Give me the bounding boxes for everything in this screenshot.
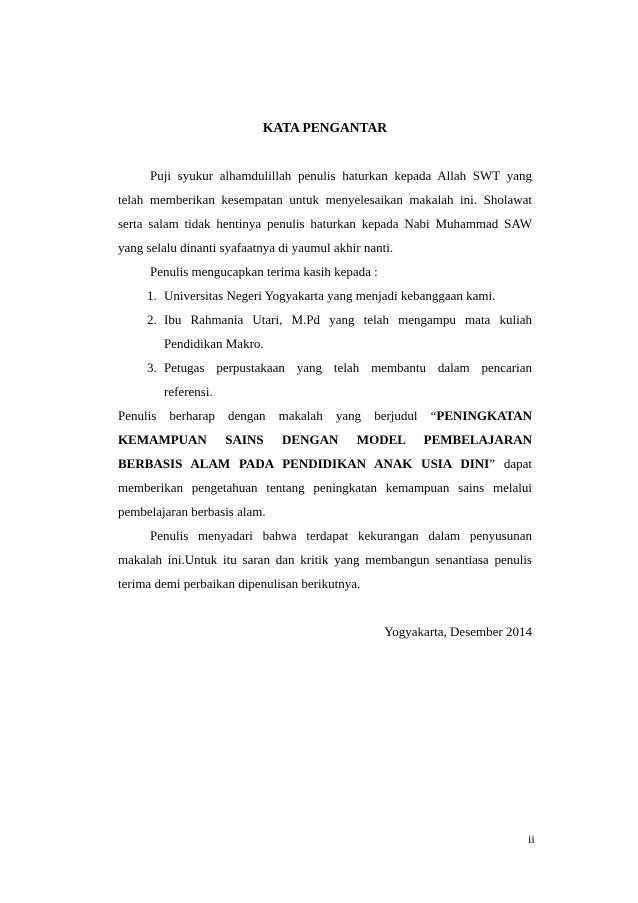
paragraph-thanks-intro: Penulis mengucapkan terima kasih kepada : (150, 264, 378, 279)
paragraph-closing: Penulis menyadari bahwa terdapat kekurangan dalam penyusunan makalah ini.Untuk itu saran dan kritik yang membangun senantiasa penulis terima demi perbaikan dipenulisan berikutnya. (118, 528, 532, 591)
list-item: 1. Universitas Negeri Yogyakarta yang menjadi kebanggaan kami. (160, 284, 532, 308)
hope-text-after: ” dapat memberikan pengetahuan tentang peningkatan kemampuan sains melalui pembelajaran berbasis alam. (118, 456, 532, 519)
page-title: KATA PENGANTAR (262, 120, 388, 135)
thanks-list (118, 284, 532, 404)
paper-title-bold: PENINGKATAN KEMAMPUAN SAINS DENGAN MODEL PEMBELAJARAN BERBASIS ALAM PADA PENDIDIKAN ANAK USIA DINI (118, 408, 532, 471)
page-number: ii (528, 832, 535, 846)
list-item: 3. Petugas perpustakaan yang telah membantu dalam pencarian referensi. (160, 356, 532, 404)
page-content (118, 116, 532, 644)
signoff: Yogyakarta, Desember 2014 (384, 624, 532, 639)
paragraph-opening: Puji syukur alhamdulillah penulis haturkan kepada Allah SWT yang telah memberikan kesempatan untuk menyelesaikan makalah ini. Sholawat serta salam tidak hentinya penulis haturkan kepada Nabi Muhammad SAW yang selalu dinanti syafaatnya di yaumul akhir nanti. (118, 168, 532, 255)
list-item: 2. Ibu Rahmania Utari, M.Pd yang telah mengampu mata kuliah Pendidikan Makro. (160, 308, 532, 356)
paragraph-hope (118, 404, 532, 524)
hope-text-before: Penulis berharap dengan makalah yang berjudul “ (118, 408, 437, 423)
